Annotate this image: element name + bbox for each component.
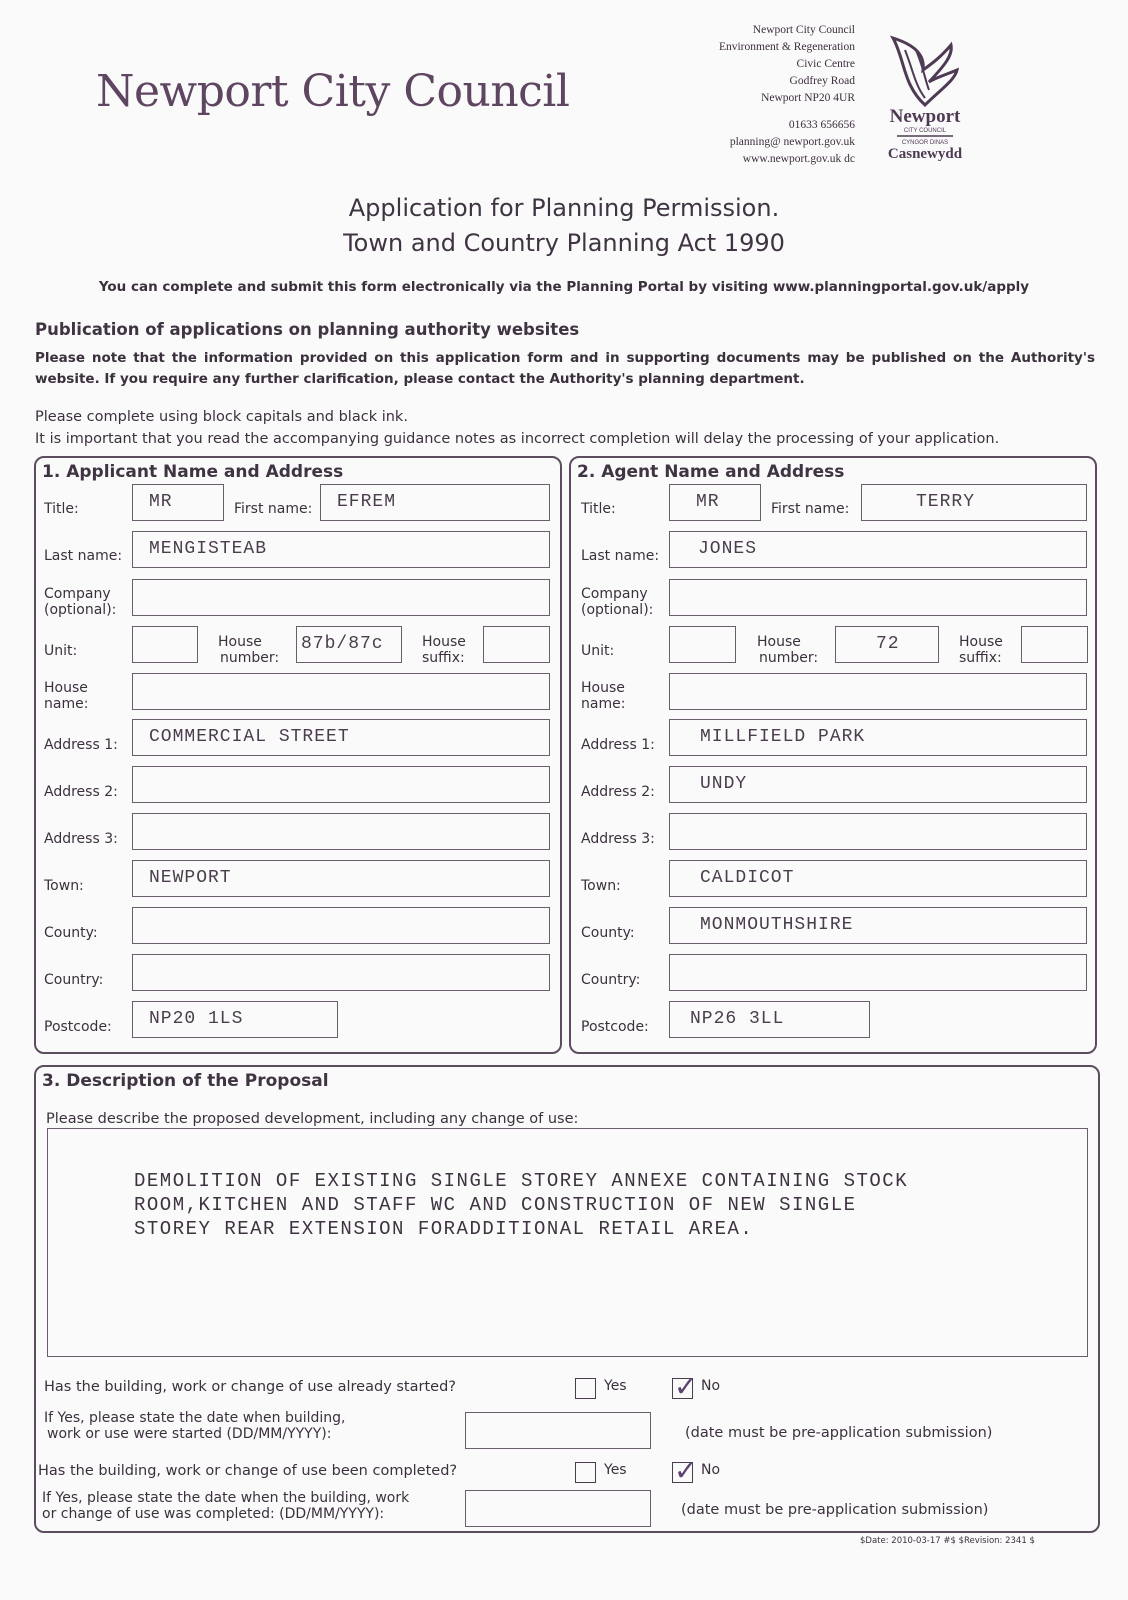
house-name-label xyxy=(44,680,88,712)
address1-label: Address 1: xyxy=(581,737,655,753)
postcode-label: Postcode: xyxy=(44,1019,112,1035)
agent-house-name-field[interactable] xyxy=(669,673,1087,710)
label-line: House xyxy=(218,634,262,650)
title-label: Title: xyxy=(44,501,79,517)
applicant-title-field[interactable]: MR xyxy=(132,484,224,521)
applicant-house-suffix-field[interactable] xyxy=(483,626,550,663)
contact-website: www.newport.gov.uk dc xyxy=(742,153,855,165)
label-line: If Yes, please state the date when the building, work xyxy=(42,1490,410,1506)
contact-line: Civic Centre xyxy=(796,58,855,70)
planning-portal-note: You can complete and submit this form electronically via the Planning Portal by visiting www.planningportal.gov.uk/apply xyxy=(98,279,1030,295)
agent-house-suffix-field[interactable] xyxy=(1021,626,1088,663)
svg-text:CYNGOR DINAS: CYNGOR DINAS xyxy=(901,140,949,146)
town-label: Town: xyxy=(581,878,621,894)
title-label: Title: xyxy=(581,501,616,517)
postcode-label: Postcode: xyxy=(581,1019,649,1035)
svg-text:Casnewydd: Casnewydd xyxy=(887,146,963,162)
completed-yes-checkbox[interactable] xyxy=(575,1462,596,1483)
agent-title-field[interactable]: MR xyxy=(669,484,761,521)
first-name-label: First name: xyxy=(234,501,313,517)
checkmark-icon: ✓ xyxy=(674,1370,698,1403)
company-label xyxy=(581,586,653,618)
applicant-house-number-field[interactable]: 87b/87c xyxy=(296,626,402,663)
contact-line: Environment & Regeneration xyxy=(718,41,855,53)
started-yes-label: Yes xyxy=(604,1378,627,1394)
section-heading: 3. Description of the Proposal xyxy=(42,1071,329,1091)
description-line: DEMOLITION OF EXISTING SINGLE STOREY ANNEXE CONTAINING STOCK xyxy=(134,1170,909,1192)
applicant-country-field[interactable] xyxy=(132,954,550,991)
address3-label: Address 3: xyxy=(581,831,655,847)
applicant-address3-field[interactable] xyxy=(132,813,550,850)
house-number-label xyxy=(757,634,818,666)
agent-last-name-field[interactable]: JONES xyxy=(669,531,1087,568)
country-label: Country: xyxy=(44,972,104,988)
instruction-line: Please complete using block capitals and black ink. xyxy=(35,409,408,425)
agent-company-field[interactable] xyxy=(669,579,1087,616)
proposal-section xyxy=(34,1065,1100,1533)
applicant-county-field[interactable] xyxy=(132,907,550,944)
applicant-section xyxy=(34,456,562,1054)
address2-label: Address 2: xyxy=(44,784,118,800)
section-heading: 2. Agent Name and Address xyxy=(577,462,845,482)
started-yes-checkbox[interactable] xyxy=(575,1378,596,1399)
applicant-address1-field[interactable]: COMMERCIAL STREET xyxy=(132,719,550,756)
svg-text:CITY COUNCIL: CITY COUNCIL xyxy=(903,128,947,134)
started-no-label: No xyxy=(701,1378,721,1394)
label-line: suffix: xyxy=(422,650,465,666)
applicant-address2-field[interactable] xyxy=(132,766,550,803)
form-title: Application for Planning Permission. xyxy=(348,194,780,222)
label-line: Company xyxy=(581,586,648,602)
agent-address3-field[interactable] xyxy=(669,813,1087,850)
proposal-description-field[interactable] xyxy=(47,1128,1088,1357)
agent-postcode-field[interactable]: NP26 3LL xyxy=(669,1001,870,1038)
publication-text: Please note that the information provided on this application form and in supporting documents may be published on the Authority's website. If you require any further clarification, please contact the Authority's planning department. xyxy=(35,350,1095,387)
applicant-company-field[interactable] xyxy=(132,579,550,616)
applicant-town-field[interactable]: NEWPORT xyxy=(132,860,550,897)
applicant-unit-field[interactable] xyxy=(132,626,198,663)
form-subtitle: Town and Country Planning Act 1990 xyxy=(343,229,785,257)
address2-label: Address 2: xyxy=(581,784,655,800)
completed-question: Has the building, work or change of use been completed? xyxy=(38,1463,458,1479)
publication-heading: Publication of applications on planning authority websites xyxy=(35,320,580,339)
house-suffix-label xyxy=(959,634,1003,666)
description-line: STOREY REAR EXTENSION FORADDITIONAL RETAIL AREA. xyxy=(134,1218,754,1240)
label-line: or change of use was completed: (DD/MM/YYYY): xyxy=(42,1506,385,1522)
label-line: House xyxy=(581,680,625,696)
description-line: ROOM,KITCHEN AND STAFF WC AND CONSTRUCTION OF NEW SINGLE xyxy=(134,1194,857,1216)
label-line: number: xyxy=(220,650,280,666)
agent-unit-field[interactable] xyxy=(669,626,736,663)
label-line: (optional): xyxy=(44,602,117,618)
applicant-postcode-field[interactable]: NP20 1LS xyxy=(132,1001,338,1038)
last-name-label: Last name: xyxy=(44,548,123,564)
county-label: County: xyxy=(44,925,98,941)
checkmark-icon: ✓ xyxy=(674,1454,698,1487)
started-date-field[interactable] xyxy=(465,1412,651,1449)
agent-county-field[interactable]: MONMOUTHSHIRE xyxy=(669,907,1087,944)
label-line: Company xyxy=(44,586,111,602)
last-name-label: Last name: xyxy=(581,548,660,564)
contact-line: Newport City Council xyxy=(752,24,855,36)
county-label: County: xyxy=(581,925,635,941)
agent-house-number-field[interactable]: 72 xyxy=(835,626,939,663)
applicant-first-name-field[interactable]: EFREM xyxy=(320,484,550,521)
proposal-prompt: Please describe the proposed development, including any change of use: xyxy=(46,1111,579,1127)
section-heading: 1. Applicant Name and Address xyxy=(42,462,344,482)
house-name-label xyxy=(581,680,625,712)
country-label: Country: xyxy=(581,972,641,988)
label-line: House xyxy=(44,680,88,696)
completed-date-note: (date must be pre-application submission) xyxy=(681,1502,989,1518)
label-line: House xyxy=(422,634,466,650)
council-name-heading: Newport City Council xyxy=(96,66,570,117)
label-line: suffix: xyxy=(959,650,1002,666)
completed-date-field[interactable] xyxy=(465,1490,651,1527)
address1-label: Address 1: xyxy=(44,737,118,753)
contact-email: planning@ newport.gov.uk xyxy=(729,136,855,148)
instruction-line: It is important that you read the accompanying guidance notes as incorrect completion will delay the processing of your application. xyxy=(35,431,1000,447)
label-line: name: xyxy=(581,696,626,712)
applicant-house-name-field[interactable] xyxy=(132,673,550,710)
contact-line: Newport NP20 4UR xyxy=(761,92,855,104)
address3-label: Address 3: xyxy=(44,831,118,847)
first-name-label: First name: xyxy=(771,501,850,517)
completed-yes-label: Yes xyxy=(604,1462,627,1478)
revision-footer: $Date: 2010-03-17 #$ $Revision: 2341 $ xyxy=(860,1536,1035,1546)
unit-label: Unit: xyxy=(44,643,78,659)
applicant-last-name-field[interactable]: MENGISTEAB xyxy=(132,531,550,568)
started-date-note: (date must be pre-application submission) xyxy=(685,1425,993,1441)
newport-logo xyxy=(885,30,965,170)
started-date-label xyxy=(44,1410,345,1442)
unit-label: Unit: xyxy=(581,643,615,659)
svg-text:Newport: Newport xyxy=(889,106,961,127)
started-no-checkbox[interactable] xyxy=(672,1370,698,1403)
label-line: House xyxy=(959,634,1003,650)
agent-town-field[interactable]: CALDICOT xyxy=(669,860,1087,897)
contact-line: Godfrey Road xyxy=(789,75,855,87)
label-line: If Yes, please state the date when building, xyxy=(44,1410,346,1426)
completed-no-checkbox[interactable] xyxy=(672,1454,698,1487)
council-contact-block xyxy=(719,22,855,168)
label-line: (optional): xyxy=(581,602,654,618)
house-number-label xyxy=(218,634,279,666)
label-line: number: xyxy=(759,650,819,666)
agent-address1-field[interactable]: MILLFIELD PARK xyxy=(669,719,1087,756)
agent-first-name-field[interactable]: TERRY xyxy=(861,484,1087,521)
label-line: name: xyxy=(44,696,89,712)
agent-address2-field[interactable]: UNDY xyxy=(669,766,1087,803)
town-label: Town: xyxy=(44,878,84,894)
started-question: Has the building, work or change of use already started? xyxy=(44,1379,456,1395)
dragon-wing-icon xyxy=(885,30,965,170)
completed-no-label: No xyxy=(701,1462,721,1478)
label-line: work or use were started (DD/MM/YYYY): xyxy=(47,1426,332,1442)
completed-date-label xyxy=(42,1490,409,1522)
label-line: House xyxy=(757,634,801,650)
contact-phone: 01633 656656 xyxy=(788,119,855,131)
agent-country-field[interactable] xyxy=(669,954,1087,991)
house-suffix-label xyxy=(422,634,466,666)
company-label xyxy=(44,586,116,618)
agent-section xyxy=(569,456,1097,1054)
